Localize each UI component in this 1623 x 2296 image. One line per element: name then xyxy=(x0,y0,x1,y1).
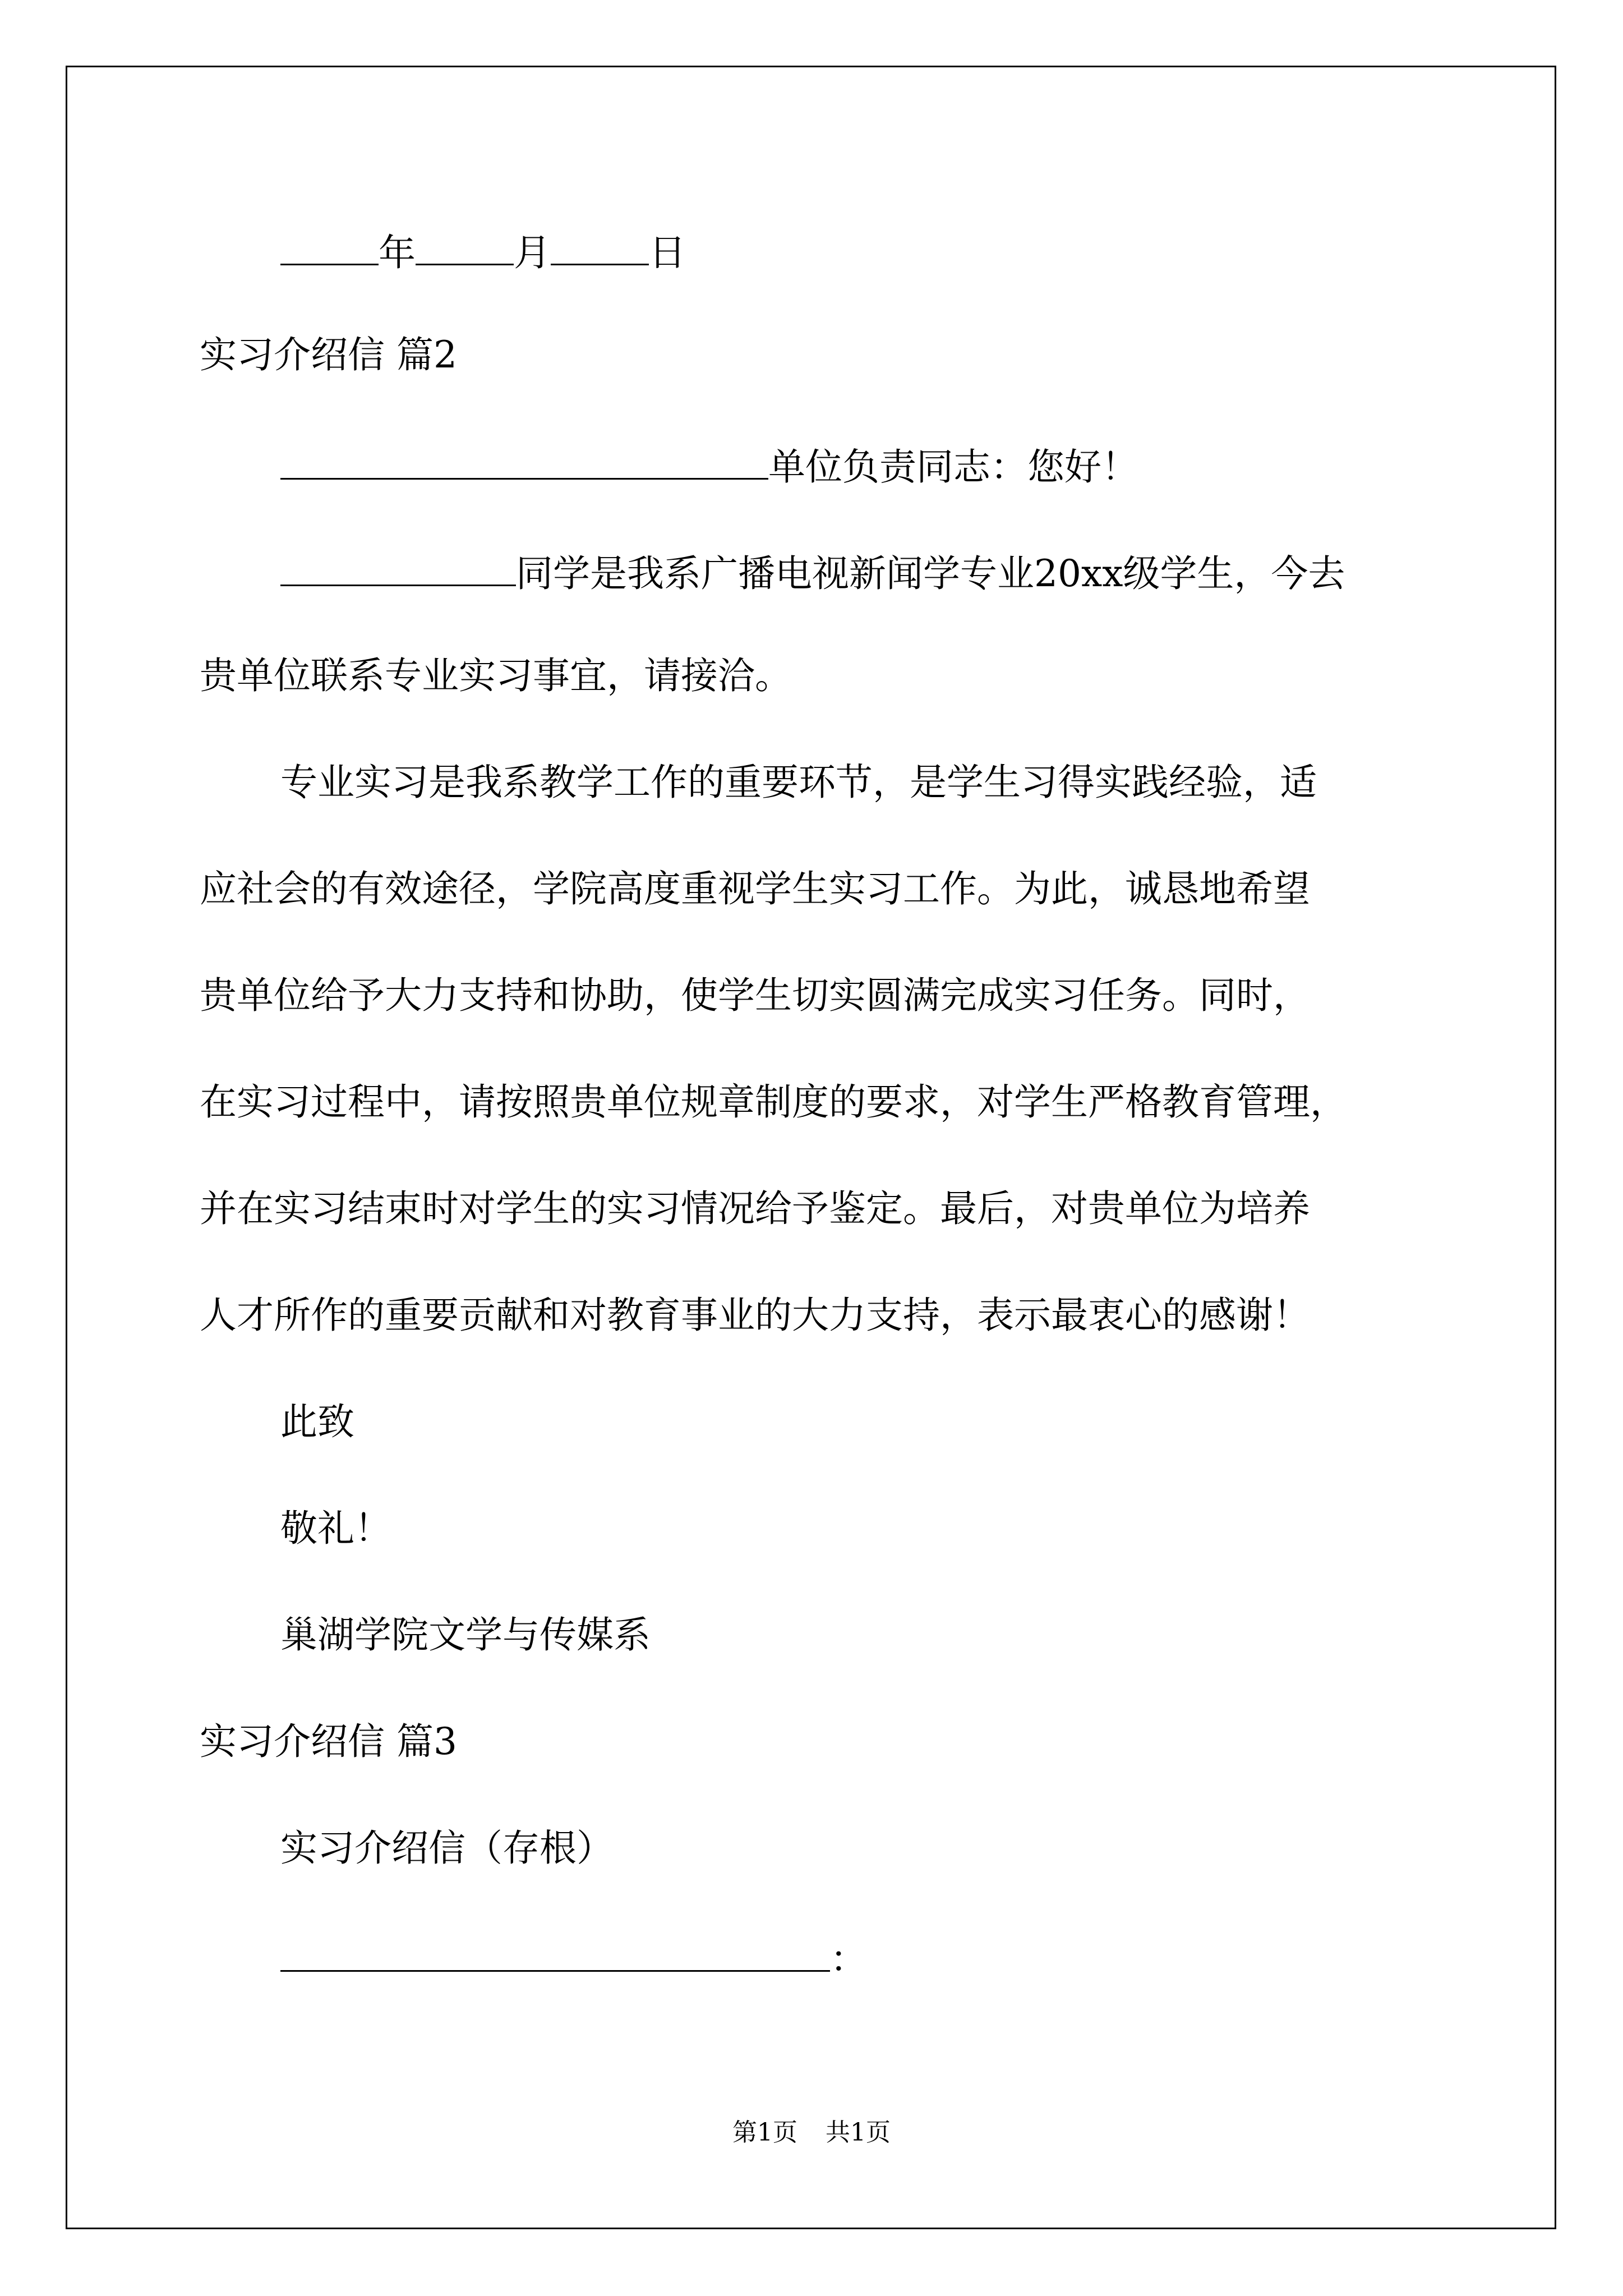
body-line: 人才所作的重要贡献和对教育事业的大力支持，表示最衷心的感谢！ xyxy=(200,1294,1310,1337)
month-label: 月 xyxy=(514,231,551,274)
intro-line-2: 贵单位联系专业实习事宜，请接洽。 xyxy=(200,654,792,697)
salutation-text: 单位负责同志：您好！ xyxy=(768,445,1138,489)
closing-ci-zhi: 此致 xyxy=(280,1400,354,1443)
page-footer xyxy=(0,2120,1623,2145)
day-blank[interactable] xyxy=(551,230,649,265)
page-number: 第1页 xyxy=(732,2118,797,2147)
year-label: 年 xyxy=(379,231,416,274)
body-line: 在实习过程中，请按照贵单位规章制度的要求，对学生严格教育管理， xyxy=(200,1080,1347,1124)
address-line xyxy=(280,1936,867,1981)
section2-heading: 实习介绍信 篇2 xyxy=(200,333,457,376)
section3-subtitle: 实习介绍信（存根） xyxy=(280,1826,614,1870)
page-border xyxy=(66,66,1556,2229)
intro-text-1: 同学是我系广播电视新闻学专业20xx级学生，今去 xyxy=(516,552,1345,595)
date-line xyxy=(280,230,686,272)
recipient-blank[interactable] xyxy=(280,1936,830,1972)
body-line: 并在实习结束时对学生的实习情况给予鉴定。最后，对贵单位为培养 xyxy=(200,1187,1310,1230)
section3-heading: 实习介绍信 篇3 xyxy=(200,1720,457,1763)
intro-line-1 xyxy=(280,551,1345,595)
student-name-blank[interactable] xyxy=(280,551,516,586)
address-colon: ： xyxy=(830,1938,867,1981)
page-total: 共1页 xyxy=(826,2118,891,2147)
body-line: 应社会的有效途径，学院高度重视学生实习工作。为此，诚恳地希望 xyxy=(200,867,1310,910)
body-line: 专业实习是我系教学工作的重要环节，是学生习得实践经验，适 xyxy=(280,761,1317,804)
day-label: 日 xyxy=(649,231,686,274)
signature: 巢湖学院文学与传媒系 xyxy=(280,1613,651,1657)
closing-jing-li: 敬礼！ xyxy=(280,1507,391,1550)
unit-name-blank[interactable] xyxy=(280,444,768,480)
body-line: 贵单位给予大力支持和协助，使学生切实圆满完成实习任务。同时， xyxy=(200,974,1310,1017)
month-blank[interactable] xyxy=(416,230,514,265)
salutation-line xyxy=(280,444,1138,489)
year-blank[interactable] xyxy=(280,230,379,265)
